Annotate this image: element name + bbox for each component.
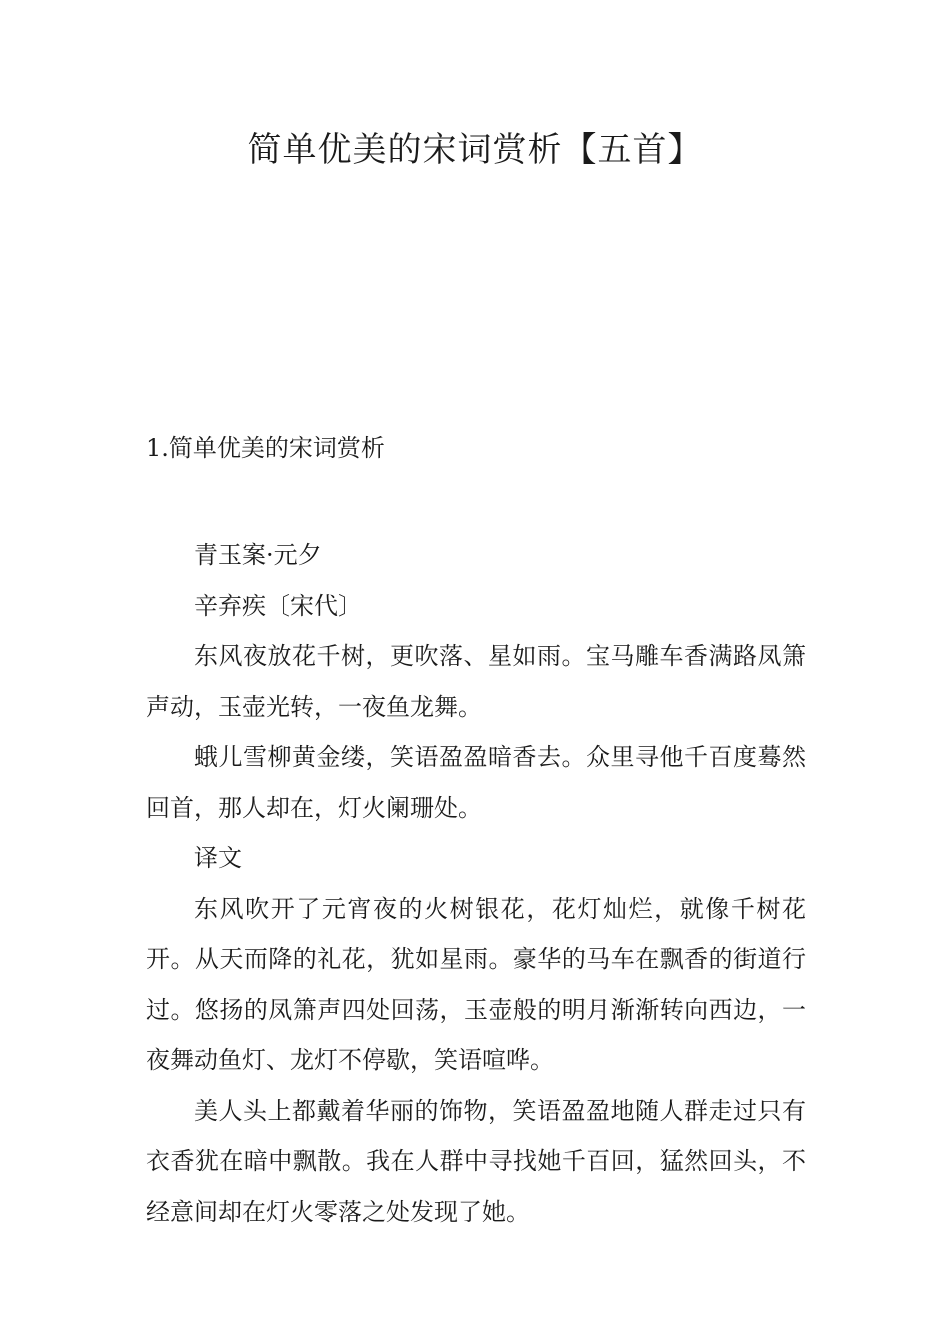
document-body <box>146 530 806 1237</box>
poem-stanza-1: 东风夜放花千树，更吹落、星如雨。宝马雕车香满路凤箫声动，玉壶光转，一夜鱼龙舞。 <box>146 642 806 721</box>
translation-heading: 译文 <box>194 844 242 872</box>
poem-stanza-2: 蛾儿雪柳黄金缕，笑语盈盈暗香去。众里寻他千百度蓦然回首，那人却在，灯火阑珊处。 <box>146 743 806 822</box>
translation-paragraph-1: 东风吹开了元宵夜的火树银花，花灯灿烂，就像千树花开。从天而降的礼花，犹如星雨。豪华的马车在飘香的街道行过。悠扬的凤箫声四处回荡，玉壶般的明月渐渐转向西边，一夜舞动鱼灯、龙灯不停歇，笑语喧哗。 <box>146 894 806 1074</box>
translation-paragraph-2: 美人头上都戴着华丽的饰物，笑语盈盈地随人群走过只有衣香犹在暗中飘散。我在人群中寻找她千百回，猛然回头，不经意间却在灯火零落之处发现了她。 <box>146 1096 806 1226</box>
document-title: 简单优美的宋词赏析【五首】 <box>247 130 703 170</box>
section-heading: 1.简单优美的宋词赏析 <box>146 434 385 462</box>
poem-title: 青玉案·元夕 <box>194 541 322 569</box>
poem-author: 辛弃疾〔宋代〕 <box>194 591 362 620</box>
